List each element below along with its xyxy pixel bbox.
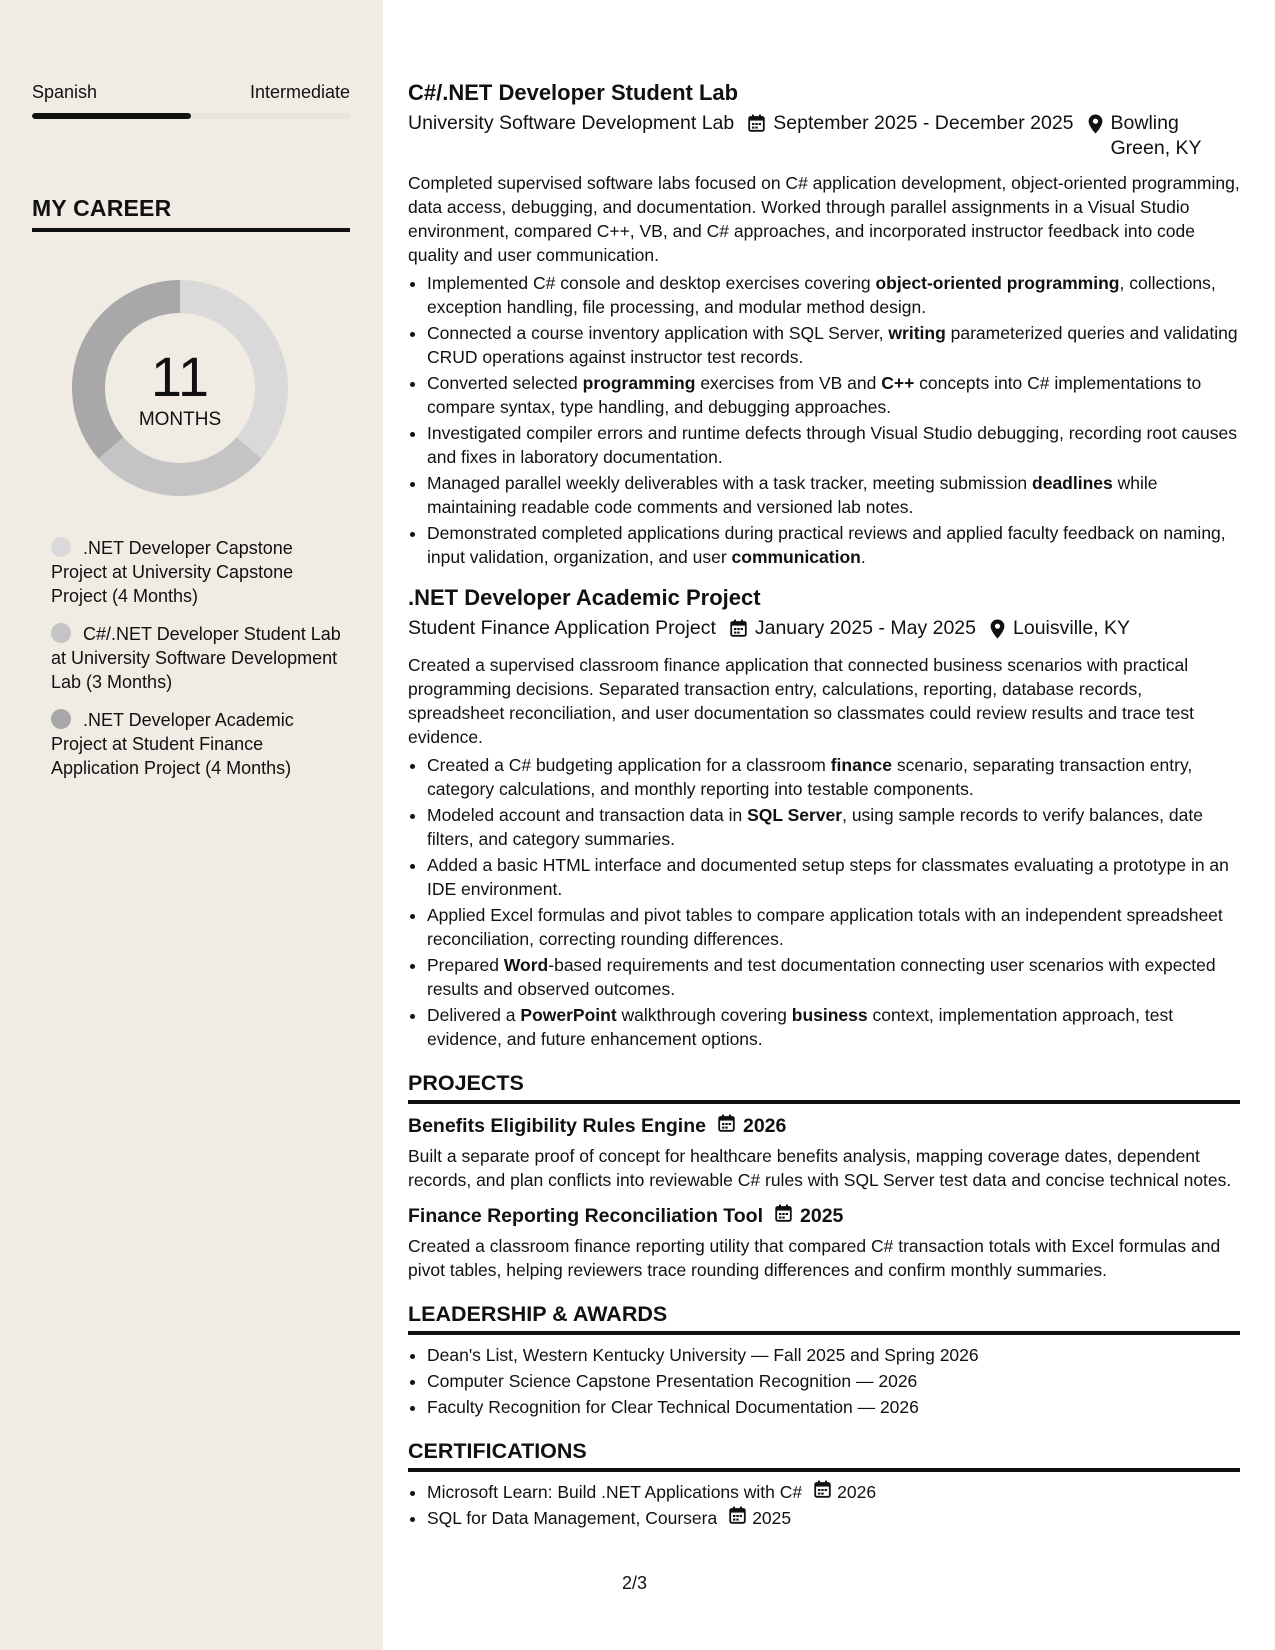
job-bullet: [427, 271, 1240, 319]
career-legend-item: [51, 622, 341, 694]
career-legend: [51, 536, 341, 794]
bullet-text: -based requirements and test documentation connecting user scenarios with expected results and observed outcomes.: [427, 955, 1216, 999]
job-bullet: [427, 421, 1240, 469]
certification-date: [717, 1506, 791, 1530]
job-bullet: [427, 1003, 1240, 1051]
job-dates: September 2025 - December 2025: [773, 112, 1074, 134]
job-bullet: [427, 471, 1240, 519]
job-bullet: [427, 371, 1240, 419]
language-proficiency-fill: [32, 113, 191, 119]
certification-name: Microsoft Learn: Build .NET Applications with C#: [427, 1482, 803, 1502]
bullet-keyword: SQL Server: [747, 805, 843, 825]
bullet-text: parameterized queries and validating CRUD operations against instructor test records.: [427, 323, 1238, 367]
map-pin-icon: [1088, 114, 1103, 141]
job-meta: [408, 111, 1240, 161]
bullet-text: exercises from VB and: [695, 373, 882, 393]
job-bullet: [427, 803, 1240, 851]
bullet-text: Implemented C# console and desktop exercises covering: [427, 273, 876, 293]
certifications-heading: CERTIFICATIONS: [408, 1439, 1240, 1472]
bullet-text: .: [860, 547, 866, 567]
bullet-text: while maintaining readable code comments and versioned lab notes.: [427, 473, 1158, 517]
bullet-keyword: programming: [582, 373, 696, 393]
project-name: Benefits Eligibility Rules Engine: [408, 1115, 706, 1137]
career-total-value: 11: [150, 345, 210, 408]
career-legend-item: [51, 708, 341, 780]
job-bullets: [408, 271, 1240, 569]
bullet-text: Added a basic HTML interface and documented setup steps for classmates evaluating a prototype in an IDE environment.: [427, 855, 1229, 899]
bullet-text: Delivered a: [427, 1005, 521, 1025]
project-description: Created a classroom finance reporting utility that compared C# transaction totals with Excel formulas and pivot tables, helping reviewers trace rounding differences and confirm monthly summaries.: [408, 1236, 1221, 1280]
page-number: 2/3: [622, 1573, 648, 1593]
certification-year: 2025: [752, 1508, 792, 1528]
projects-list: [408, 1112, 1240, 1282]
bullet-text: , using sample records to verify balances, date filters, and category summaries.: [427, 805, 1203, 849]
project-entry: [408, 1112, 1240, 1192]
job-meta: [408, 616, 1240, 643]
legend-label: C#/.NET Developer Student Lab at University Software Development Lab (3 Months): [51, 624, 341, 692]
experience-list: [408, 78, 1240, 1051]
project-title: [408, 1202, 1240, 1230]
bullet-keyword: communication: [731, 547, 861, 567]
bullet-text: Demonstrated completed applications during practical reviews and applied faculty feedback on naming, input validation, organization, and user: [427, 523, 1226, 567]
projects-heading: PROJECTS: [408, 1071, 1240, 1104]
legend-dot: [51, 623, 71, 643]
sidebar: [0, 0, 383, 1650]
career-heading: MY CAREER: [32, 195, 350, 232]
language-level: Intermediate: [249, 82, 350, 102]
job-dates: January 2025 - May 2025: [754, 617, 976, 639]
calendar-icon: [730, 619, 747, 644]
bullet-text: Modeled account and transaction data in: [427, 805, 748, 825]
job-bullet: [427, 903, 1240, 951]
legend-label: .NET Developer Academic Project at Student Finance Application Project (4 Months): [51, 710, 294, 778]
bullet-keyword: deadlines: [1032, 473, 1113, 493]
bullet-keyword: object-oriented programming: [875, 273, 1120, 293]
job-title: C#/.NET Developer Student Lab: [408, 80, 739, 105]
job-description: Completed supervised software labs focused on C# application development, object-oriented programming, data access, debugging, and documentation. Worked through parallel assignments in a Visual Studio environment, compared C++, VB, and C# approaches, and incorporated instructor feedback into code quality and user communication.: [408, 173, 1240, 265]
bullet-text: Created a C# budgeting application for a classroom: [427, 755, 831, 775]
job-bullet: [427, 321, 1240, 369]
bullet-text: Managed parallel weekly deliverables with a task tracker, meeting submission: [427, 473, 1033, 493]
leadership-list: [408, 1343, 1240, 1419]
bullet-text: context, implementation approach, test evidence, and future enhancement options.: [427, 1005, 1174, 1049]
map-pin-icon: [990, 619, 1005, 646]
bullet-keyword: PowerPoint: [520, 1005, 617, 1025]
bullet-text: scenario, separating transaction entry, category calculations, and monthly reporting into testable components.: [427, 755, 1193, 799]
experience-entry: [408, 583, 1240, 1051]
job-bullet: [427, 853, 1240, 901]
certification-date: [802, 1480, 876, 1504]
bullet-text: concepts into C# implementations to compare syntax, type handling, and debugging approaches.: [427, 373, 1202, 417]
career-total-unit: MONTHS: [138, 409, 222, 430]
job-bullet: [427, 753, 1240, 801]
project-name: Finance Reporting Reconciliation Tool: [408, 1205, 763, 1227]
bullet-text: Prepared: [427, 955, 504, 975]
job-bullet: [427, 521, 1240, 569]
bullet-keyword: C++: [881, 373, 915, 393]
legend-dot: [51, 537, 71, 557]
calendar-icon: [814, 1480, 831, 1504]
bullet-text: Connected a course inventory application with SQL Server,: [427, 323, 889, 343]
bullet-text: Converted selected: [427, 373, 583, 393]
certification-year: 2026: [837, 1482, 877, 1502]
bullet-text: Investigated compiler errors and runtime defects through Visual Studio debugging, recording root causes and fixes in laboratory documentation.: [427, 423, 1238, 467]
bullet-text: Applied Excel formulas and pivot tables to compare application totals with an independent spreadsheet reconciliation, correcting rounding differences.: [427, 905, 1223, 949]
bullet-text: walkthrough covering: [616, 1005, 792, 1025]
experience-entry: [408, 78, 1240, 569]
leadership-item: • Computer Science Capstone Presentation Recognition — 2026: [427, 1369, 1240, 1393]
job-bullets: [408, 753, 1240, 1051]
job-location: Bowling Green, KY: [1110, 112, 1202, 159]
leadership-heading: LEADERSHIP & AWARDS: [408, 1302, 1240, 1335]
job-organization: University Software Development Lab: [408, 112, 735, 134]
leadership-item: • Faculty Recognition for Clear Technical Documentation — 2026: [427, 1395, 1240, 1419]
certifications-list: [408, 1480, 1240, 1530]
main-content: [408, 78, 1240, 1532]
bullet-keyword: business: [791, 1005, 868, 1025]
calendar-icon: [729, 1506, 746, 1530]
project-title: [408, 1112, 1240, 1140]
job-description: Created a supervised classroom finance application that connected business scenarios with practical programming decisions. Separated transaction entry, calculations, reporting, database records, spreadsheet reconciliation, and user documentation so classmates could review results and trace test evidence.: [408, 655, 1194, 747]
project-year: 2025: [800, 1205, 844, 1227]
career-legend-item: [51, 536, 341, 608]
job-title: .NET Developer Academic Project: [408, 585, 761, 610]
legend-dot: [51, 709, 71, 729]
job-location: Louisville, KY: [1013, 617, 1131, 639]
bullet-keyword: finance: [830, 755, 892, 775]
language-name: Spanish: [32, 82, 98, 102]
project-year: 2026: [742, 1115, 787, 1137]
project-entry: [408, 1202, 1240, 1282]
certification-item: [427, 1480, 1240, 1504]
bullet-keyword: writing: [888, 323, 946, 343]
project-description: Built a separate proof of concept for healthcare benefits analysis, mapping coverage dates, dependent records, and plan conflicts into reviewable C# rules with SQL Server test data and concise technical notes.: [408, 1146, 1232, 1190]
legend-label: .NET Developer Capstone Project at University Capstone Project (4 Months): [51, 538, 294, 606]
leadership-item: • Dean's List, Western Kentucky University — Fall 2025 and Spring 2026: [427, 1343, 1240, 1367]
calendar-icon: [718, 1112, 735, 1140]
certification-name: SQL for Data Management, Coursera: [427, 1508, 718, 1528]
bullet-keyword: Word: [503, 955, 549, 975]
calendar-icon: [748, 114, 765, 139]
career-total: [64, 272, 296, 504]
language-proficiency-bar: [32, 113, 350, 119]
bullet-text: , collections, exception handling, file processing, and modular method design.: [427, 273, 1216, 317]
job-organization: Student Finance Application Project: [408, 617, 716, 639]
calendar-icon: [775, 1202, 792, 1230]
certification-item: [427, 1506, 1240, 1530]
language-row: [32, 82, 350, 103]
job-bullet: [427, 953, 1240, 1001]
